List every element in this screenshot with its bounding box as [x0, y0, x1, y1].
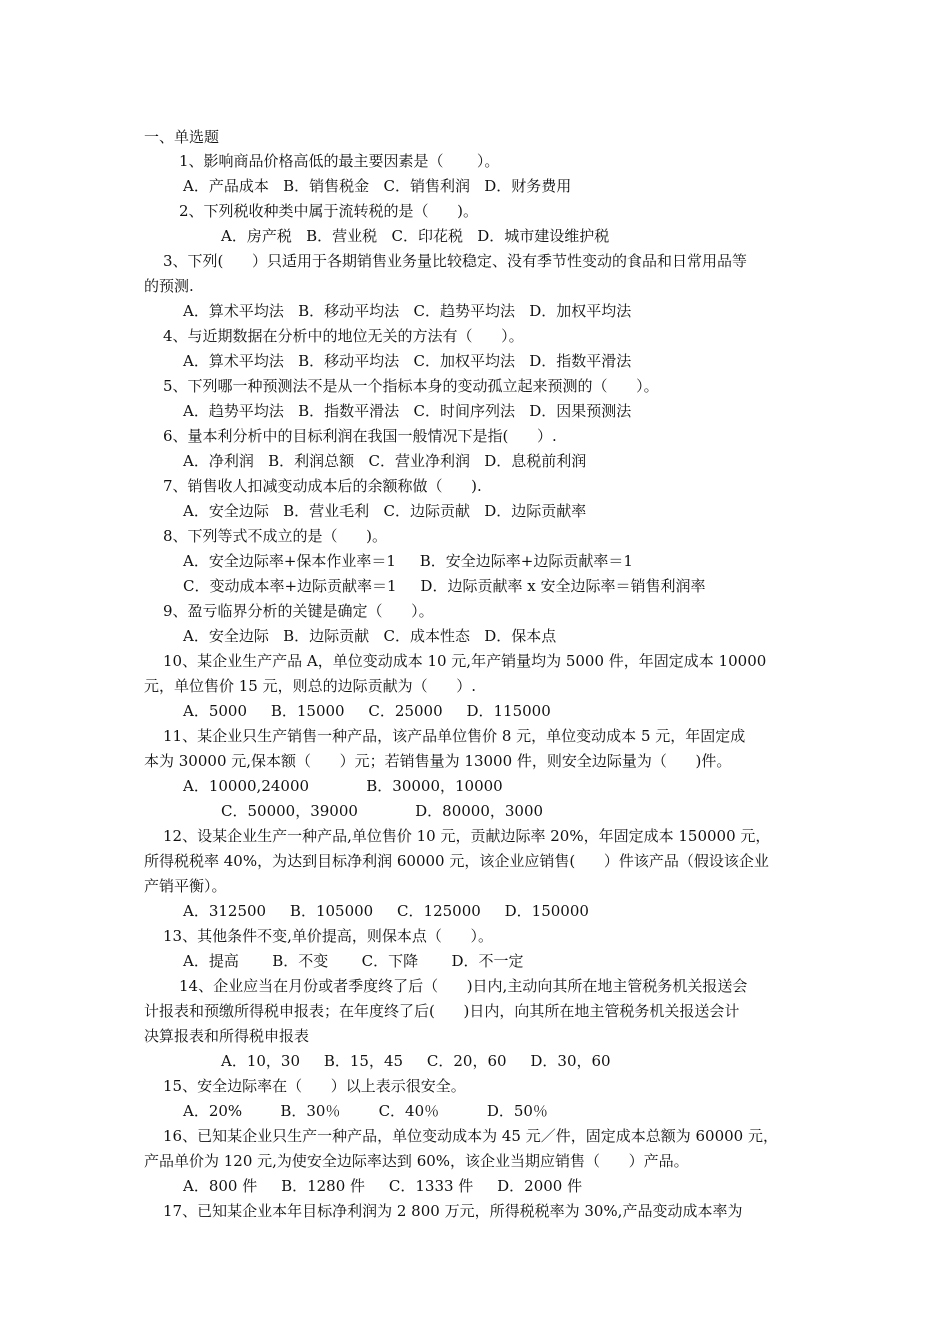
question-16-continued: 产品单价为 120 元,为使安全边际率达到 60%，该企业当期应销售（ ）产品。 — [144, 1152, 689, 1170]
question-12-options: A．312500 B．105000 C．125000 D．150000 — [183, 902, 589, 920]
question-16: 16、已知某企业只生产一种产品，单位变动成本为 45 元／件，固定成本总额为 60000 元， — [163, 1127, 778, 1145]
question-4: 4、与近期数据在分析中的地位无关的方法有（ ）。 — [163, 327, 524, 345]
question-16-options: A．800 件 B．1280 件 C．1333 件 D．2000 件 — [183, 1177, 583, 1195]
question-11-options-ab: A．10000,24000 B．30000，10000 — [183, 777, 503, 795]
question-7-options: A．安全边际 B．营业毛利 C．边际贡献 D．边际贡献率 — [183, 502, 587, 520]
question-9-options: A．安全边际 B．边际贡献 C．成本性态 D．保本点 — [183, 627, 557, 645]
section-heading: 一、单选题 — [144, 128, 220, 146]
question-4-options: A．算术平均法 B．移动平均法 C．加权平均法 D．指数平滑法 — [183, 352, 632, 370]
question-11: 11、某企业只生产销售一种产品，该产品单位售价 8 元，单位变动成本 5 元，年固定成 — [163, 727, 746, 745]
question-13: 13、其他条件不变,单价提高，则保本点（ ）。 — [163, 927, 493, 945]
question-5: 5、下列哪一种预测法不是从一个指标本身的变动孤立起来预测的（ ）。 — [163, 377, 659, 395]
question-12: 12、设某企业生产一种产品,单位售价 10 元，贡献边际率 20%，年固定成本 150000 元， — [163, 827, 771, 845]
question-11-options-cd: C．50000，39000 D．80000，3000 — [221, 802, 544, 820]
question-8-options-cd: C．变动成本率+边际贡献率＝1 D．边际贡献率 x 安全边际率＝销售利润率 — [183, 577, 706, 595]
question-3-options: A．算术平均法 B．移动平均法 C．趋势平均法 D．加权平均法 — [183, 302, 632, 320]
question-6-options: A．净利润 B．利润总额 C．营业净利润 D．息税前利润 — [183, 452, 587, 470]
question-3: 3、下列( ）只适用于各期销售业务量比较稳定、没有季节性变动的食品和日常用品等 — [163, 252, 748, 270]
question-12-continued-2: 产销平衡）。 — [144, 877, 227, 895]
question-14: 14、企业应当在月份或者季度终了后（ )日内,主动向其所在地主管税务机关报送会 — [179, 977, 748, 995]
question-2: 2、下列税收种类中属于流转税的是（ )。 — [179, 202, 479, 220]
question-6: 6、量本利分析中的目标利润在我国一般情况下是指( ）. — [163, 427, 557, 445]
question-10-options: A．5000 B．15000 C．25000 D．115000 — [183, 702, 551, 720]
question-14-continued-1: 计报表和预缴所得税申报表；在年度终了后( )日内，向其所在地主管税务机关报送会计 — [144, 1002, 740, 1020]
question-14-continued-2: 决算报表和所得税申报表 — [144, 1027, 310, 1045]
question-1: 1、影响商品价格高低的最主要因素是（ ）。 — [179, 152, 500, 170]
question-15-options: A．20% B．30％ C．40％ D．50％ — [183, 1102, 548, 1120]
question-15: 15、安全边际率在（ ）以上表示很安全。 — [163, 1077, 466, 1095]
question-17: 17、已知某企业本年目标净利润为 2 800 万元，所得税税率为 30%,产品变动成本率为 — [163, 1202, 743, 1220]
question-5-options: A．趋势平均法 B．指数平滑法 C．时间序列法 D．因果预测法 — [183, 402, 632, 420]
question-8-options-ab: A．安全边际率+保本作业率＝1 B．安全边际率+边际贡献率＝1 — [183, 552, 633, 570]
question-10-continued: 元，单位售价 15 元，则总的边际贡献为（ ）. — [144, 677, 477, 695]
question-14-options: A．10，30 B．15，45 C．20，60 D．30，60 — [221, 1052, 611, 1070]
question-7: 7、销售收人扣减变动成本后的余额称做（ ). — [163, 477, 482, 495]
question-11-continued: 本为 30000 元,保本额（ ）元；若销售量为 13000 件，则安全边际量为（ )件。 — [144, 752, 732, 770]
question-10: 10、某企业生产产品 A，单位变动成本 10 元,年产销量均为 5000 件，年固定成本 10000 — [163, 652, 767, 670]
question-3-continued: 的预测. — [144, 277, 194, 295]
question-2-options: A．房产税 B．营业税 C．印花税 D．城市建设维护税 — [221, 227, 610, 245]
question-12-continued-1: 所得税税率 40%，为达到目标净利润 60000 元，该企业应销售( ）件该产品（假设该企业 — [144, 852, 769, 870]
question-1-options: A．产品成本 B．销售税金 C．销售利润 D．财务费用 — [183, 177, 572, 195]
question-9: 9、盈亏临界分析的关键是确定（ ）。 — [163, 602, 434, 620]
question-13-options: A．提高 B．不变 C．下降 D．不一定 — [183, 952, 524, 970]
question-8: 8、下列等式不成立的是（ )。 — [163, 527, 388, 545]
